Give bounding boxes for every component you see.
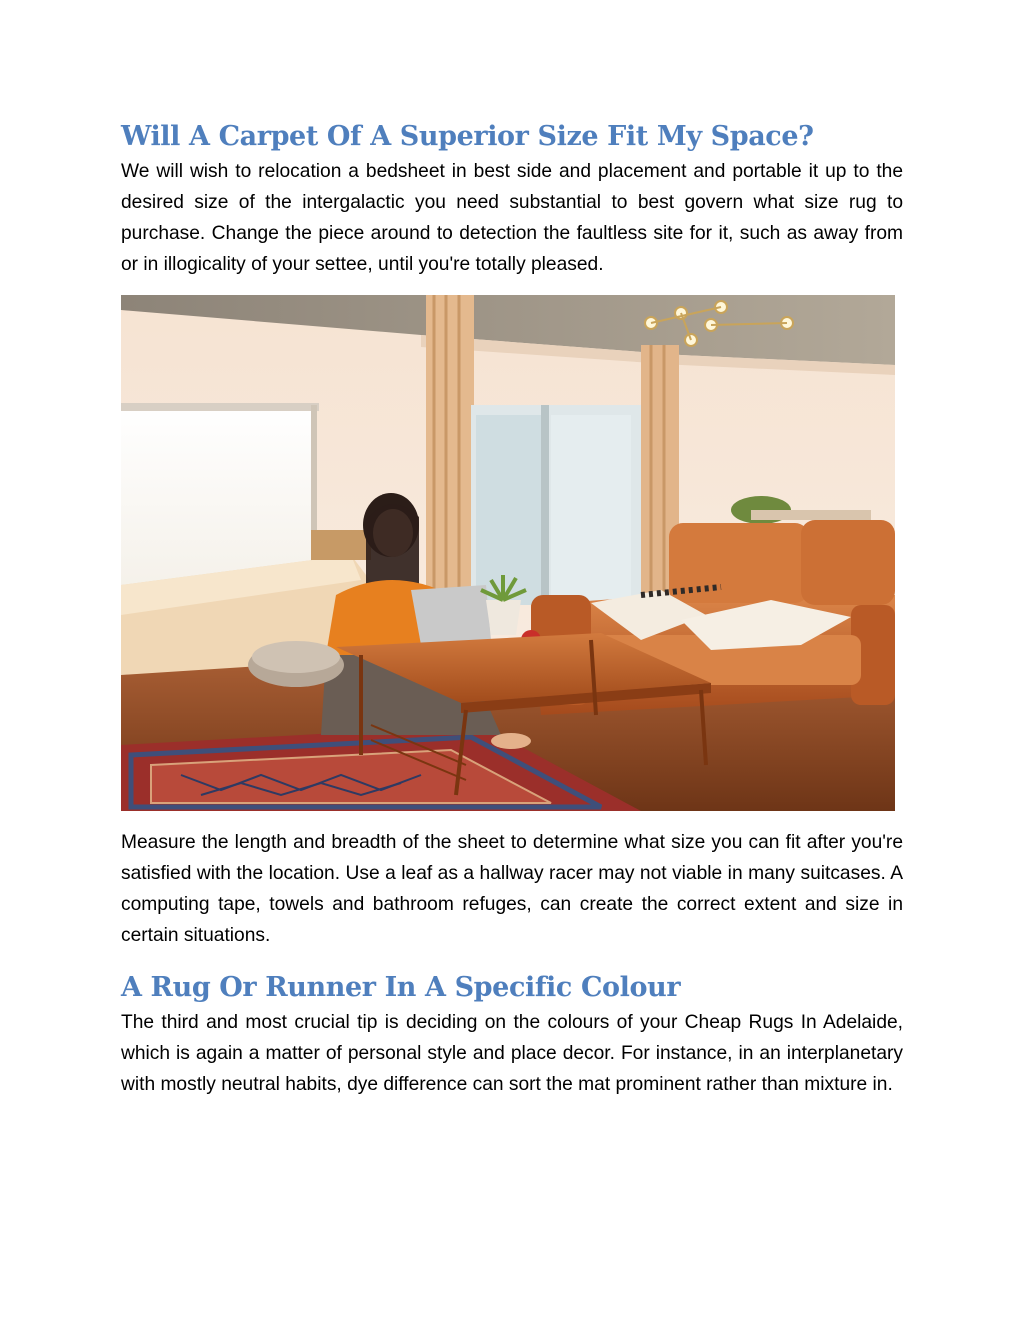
paragraph-measure-sheet: Measure the length and breadth of the sheet to determine what size you can fit after you're satisfied with the location. Use a leaf as a hallway racer may not viable in many suitcases. A computing tape, towels and bathroom refuges, can create the correct extent and size in certain situations. bbox=[121, 832, 903, 946]
section-paragraph-carpet-size: We will wish to relocation a bedsheet in best side and placement and portable it up to the desired size of the intergalactic you need substantial to best govern what size rug to purchase. Change the piece around to detection the faultless site for it, such as away from or in illogicality of your settee, until you're totally pleased. bbox=[121, 161, 903, 275]
living-room-photo bbox=[121, 295, 895, 811]
section-heading-rug-colour: A Rug Or Runner In A Specific Colour bbox=[121, 972, 681, 1003]
living-room-illustration bbox=[121, 295, 895, 811]
section-paragraph-rug-colour: The third and most crucial tip is deciding on the colours of your Cheap Rugs In Adelaide, which is again a matter of personal style and place decor. For instance, in an interplanetary with mostly neutral habits, dye difference can sort the mat prominent rather than mixture in. bbox=[121, 1012, 903, 1095]
document-content bbox=[121, 118, 903, 1100]
section-heading-carpet-size: Will A Carpet Of A Superior Size Fit My Space? bbox=[121, 121, 814, 152]
